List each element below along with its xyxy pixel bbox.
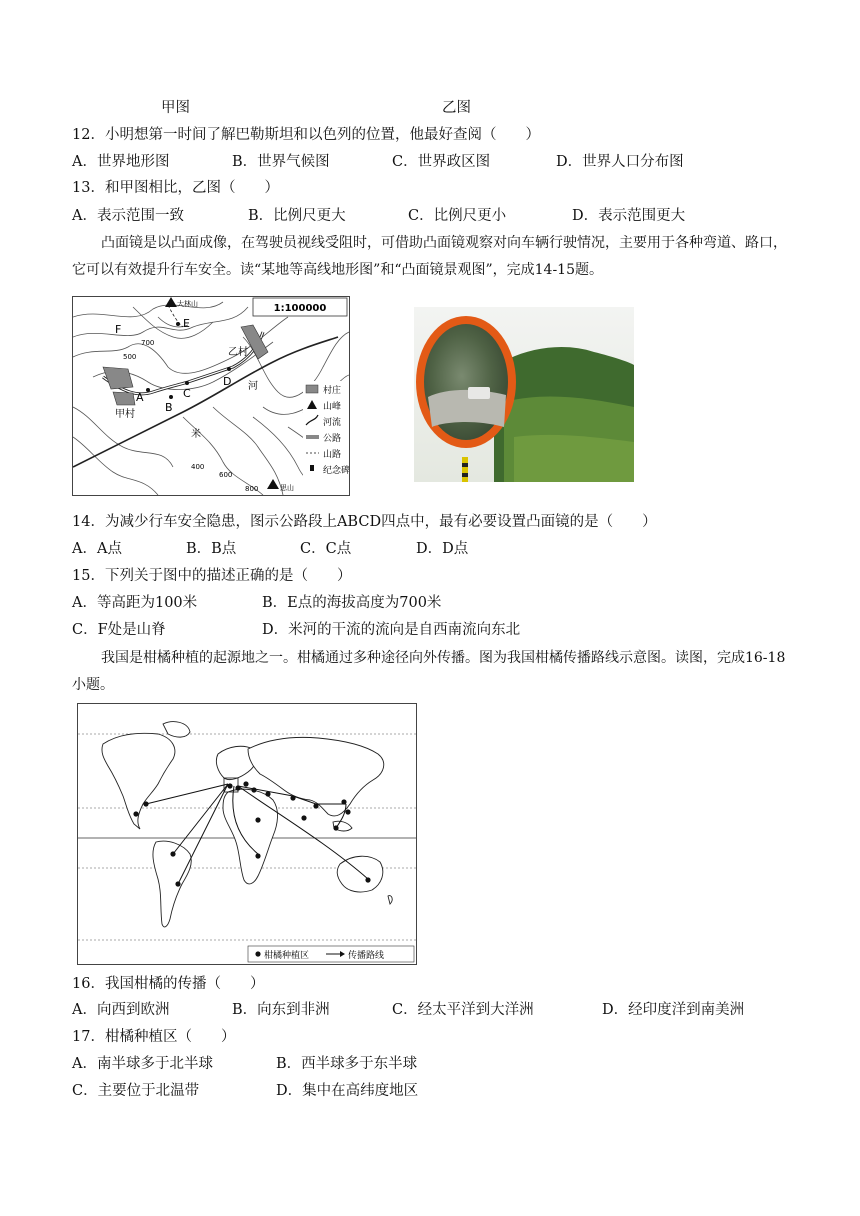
- contour-700: 700: [141, 339, 155, 347]
- legend-trail: 山路: [323, 450, 342, 460]
- legend-citrus-area: 柑橘种植区: [264, 951, 310, 961]
- q17-option-b: B．西半球多于东半球: [276, 1056, 418, 1072]
- intro-paragraph-14-15: 凸面镜是以凸面成像，在驾驶员视线受阻时，可借助凸面镜观察对向车辆行驶情况，主要用于各种弯道、路口，它可以有效提升行车安全。读“某地等高线地形图”和“凸面镜景观图”，完成14-15题。: [72, 235, 787, 278]
- convex-mirror-photo: [414, 307, 634, 482]
- q16-option-d: D．经印度洋到南美洲: [602, 1002, 745, 1018]
- point-a-label: A: [136, 391, 144, 404]
- q14-option-c: C．C点: [300, 541, 352, 557]
- q12-option-a: A．世界地形图: [72, 154, 170, 170]
- q13-option-a: A．表示范围一致: [72, 208, 184, 224]
- q15-option-a: A．等高距为100米: [72, 595, 198, 611]
- legend-peak: 山峰: [323, 402, 342, 412]
- intro-paragraph-16-18: 我国是柑橘种植的起源地之一。柑橘通过多种途径向外传播。图为我国柑橘传播路线示意图。读图，完成16-18小题。: [72, 650, 786, 693]
- legend-monument: 纪念碑: [323, 466, 349, 476]
- point-f-label: F: [115, 323, 122, 336]
- question-12-stem: 12．小明想第一时间了解巴勒斯坦和以色列的位置，他最好查阅（ ）: [72, 127, 540, 143]
- q13-option-b: B．比例尺更大: [248, 208, 346, 224]
- point-d-label: D: [223, 375, 232, 388]
- village-yi-label: 乙村: [228, 347, 248, 358]
- map-legend: [303, 381, 349, 495]
- point-b-label: B: [165, 401, 173, 414]
- q15-option-b: B．E点的海拔高度为700米: [262, 595, 442, 611]
- question-13-stem: 13．和甲图相比，乙图（ ）: [72, 180, 279, 196]
- contour-800: 800: [245, 485, 259, 493]
- q13-option-d: D．表示范围更大: [572, 208, 686, 224]
- legend-route: 传播路线: [348, 951, 385, 961]
- question-16-stem: 16．我国柑橘的传播（ ）: [72, 976, 265, 992]
- question-15-stem: 15．下列关于图中的描述正确的是（ ）: [72, 568, 352, 584]
- q15-option-c: C．F处是山脊: [72, 622, 166, 638]
- q13-option-c: C．比例尺更小: [408, 208, 507, 224]
- question-17-stem: 17．柑橘种植区（ ）: [72, 1029, 236, 1045]
- question-14-stem: 14．为减少行车安全隐患，图示公路段上ABCD四点中，最有必要设置凸面镜的是（ ）: [72, 514, 657, 530]
- q12-option-c: C．世界政区图: [392, 154, 491, 170]
- peak-top-label: 大林山: [177, 300, 198, 308]
- q16-option-a: A．向西到欧洲: [72, 1002, 170, 1018]
- legend-river: 河流: [323, 418, 342, 428]
- q14-option-d: D．D点: [416, 541, 469, 557]
- map-scale: 1:100000: [273, 303, 327, 314]
- legend-village: 村庄: [323, 386, 342, 396]
- contour-500: 500: [123, 353, 137, 361]
- village-jia-label: 甲村: [115, 409, 135, 420]
- legend-road: 公路: [323, 434, 342, 444]
- q15-option-d: D．米河的干流的流向是自西南流向东北: [262, 622, 521, 638]
- river-label-mi: 米: [191, 429, 201, 440]
- point-e-label: E: [183, 317, 190, 330]
- peak-bottom-label: 思山: [280, 484, 294, 492]
- q16-option-c: C．经太平洋到大洋洲: [392, 1002, 534, 1018]
- river-label-he: 河: [248, 381, 258, 392]
- q16-option-b: B．向东到非洲: [232, 1002, 330, 1018]
- contour-400: 400: [191, 463, 205, 471]
- contour-600: 600: [219, 471, 233, 479]
- caption-jia: 甲图: [161, 100, 190, 116]
- q14-option-a: A．A点: [72, 541, 122, 557]
- q12-option-b: B．世界气候图: [232, 154, 330, 170]
- q12-option-d: D．世界人口分布图: [556, 154, 684, 170]
- point-c-label: C: [183, 387, 191, 400]
- q17-option-c: C．主要位于北温带: [72, 1083, 200, 1099]
- caption-yi: 乙图: [442, 100, 471, 116]
- world-citrus-map: [77, 703, 417, 965]
- contour-map: [72, 296, 350, 496]
- q14-option-b: B．B点: [186, 541, 237, 557]
- q17-option-d: D．集中在高纬度地区: [276, 1083, 419, 1099]
- q17-option-a: A．南半球多于北半球: [72, 1056, 213, 1072]
